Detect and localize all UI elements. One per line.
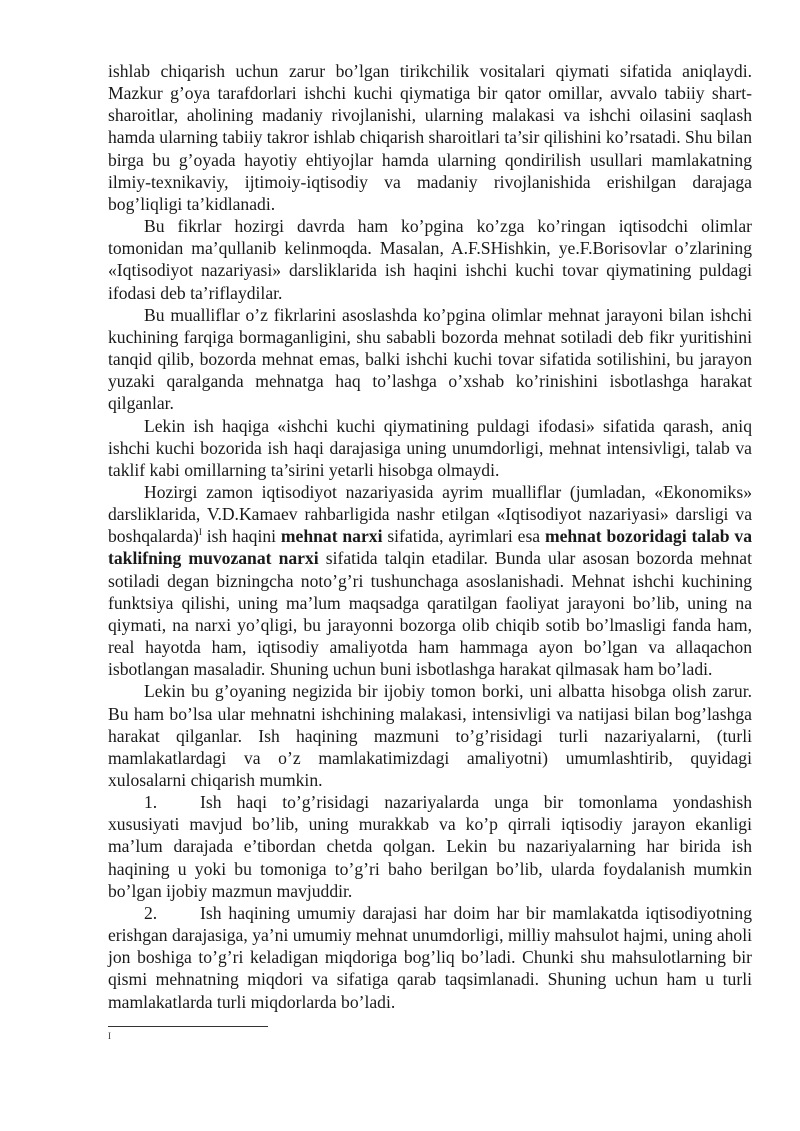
numbered-paragraph [108,902,752,1013]
text-run: ishlab chiqarish uchun zarur bo’lgan tirikchilik vositalari qiymati sifatida aniqlaydi. Mazkur g’oya tarafdorlari ishchi kuchi qiymatiga bir qator omillar, avvalo tabiiy shart-sharoitlar, aholining madaniy rivojlanishi, ularning malakasi va ishchi oilasini saqlash hamda ularning tabiiy takror ishlab chiqarish sharoitlari ta’sir qilishini ko’rsatadi. Shu bilan birga bu g’oyada hayotiy ehtiyojlar hamda ularning qondirilish usullari mamlakatning ilmiy-texnikaviy, ijtimoiy-iqtisodiy va madaniy rivojlanishida erishilgan darajaga bog’liqligi ta’kidlanadi. [108,61,752,214]
text-run: Ish haqining umumiy darajasi har doim har bir mamlakatda iqtisodiyotning erishgan darajasiga, ya’ni umumiy mehnat unumdorligi, milliy mahsulot hajmi, uning aholi jon boshiga to’g’ri keladigan miqdoriga bog’liq bo’ladi. Chunki shu mahsulotlarning bir qismi mehnatning miqdori va sifatiga qarab taqsimlanadi. Shuning uchun ham u turli mamlakatlarda turli miqdorlarda bo’ladi. [108,902,752,1012]
paragraph [108,215,752,304]
list-number: 2. [144,902,158,923]
footnote-separator [108,1026,268,1027]
paragraph [108,60,752,215]
text-run: Ish haqi to’g’risidagi nazariyalarda unga bir tomonlama yondashish xususiyati mavjud bo’lib, uning murakkab va ko’p qirrali iqtisodiy jarayon ekanligi ma’lum darajada e’tibordan chetda qolgan. Lekin bu nazariyalarning har birida ish haqining u yoki bu tomoniga to’g’ri baho berilgan bo’lib, ularda foydalanish mumkin bo’lgan ijobiy mazmun mavjuddir. [108,792,752,901]
body-text [108,60,752,1013]
text-run: ish haqini [201,526,281,547]
text-run: Lekin ish haqiga «ishchi kuchi qiymatining puldagi ifodasi» sifatida qarash, aniq ishchi kuchi bozorida ish haqi darajasiga uning unumdorligi, mehnat intensivligi, talab va taklif kabi omillarning ta’sirini yetarli hisobga olmaydi. [108,415,752,480]
numbered-paragraph [108,791,752,902]
paragraph [108,680,752,791]
text-run: Bu fikrlar hozirgi davrda ham ko’pgina ko’zga ko’ringan iqtisodchi olimlar tomonidan ma’qullanib kelinmoqda. Masalan, A.F.SHishkin, ye.F.Borisovlar o’zlarining «Iqtisodiyot nazariyasi» darsliklarida ish haqini ishchi kuchi tovar qiymatining puldagi ifodasi deb ta’riflaydilar. [108,216,752,303]
bold-term: mehnat bozoridagi talab va taklifning muvozanat narxi [108,526,752,569]
text-run: Lekin bu g’oyaning negizida bir ijobiy tomon borki, uni albatta hisobga olish zarur. Bu ham bo’lsa ular mehnatni ishchining malakasi, intensivligi va natijasi bilan bog’lashga harakat qilganlar. Ish haqining mazmuni to’g’risidagi turli nazariyalarni, (turli mamlakatlardagi va o’z mamlakatimizdagi amaliyotni) umumlashtirib, quyidagi xulosalarni chiqarish mumkin. [108,681,752,790]
footnote-mark: I [108,1031,111,1041]
text-run: Bu mualliflar o’z fikrlarini asoslashda ko’pgina olimlar mehnat jarayoni bilan ishchi kuchining farqiga bormaganligini, shu sababli bozorda mehnat sotiladi deb fikr yuritishini tanqid qilib, bozorda mehnat emas, balki ishchi kuchi tovar sifatida sotilishini, bu jarayon yuzaki qaralganda mehnatga haq to’lashga o’xshab ko’rinishini isbotlashga harakat qilganlar. [108,304,752,414]
paragraph [108,415,752,481]
paragraph [108,481,752,680]
footnote-reference: I [198,527,202,538]
paragraph [108,304,752,415]
text-run: sifatida, ayrimlari esa [382,526,545,547]
text-run: sifatida talqin etadilar. Bunda ular asosan bozorda mehnat sotiladi degan bizningcha noto’g’ri tushunchaga asoslanishadi. Mehnat ishchi kuchining funktsiya qilishi, uning ma’lum maqsadga qaratilgan faoliyat jarayoni bo’lib, uning na qiymati, na narxi yo’qligi, bu jarayonni bozorga olib chiqib sotib bo’lmasligi fanda ham, real hayotda ham, iqtisodiy amaliyotda ham hammaga ayon bo’lgan va allaqachon isbotlangan masaladir. Shuning uchun buni isbotlashga harakat qilmasak ham bo’ladi. [108,548,752,680]
list-number: 1. [144,792,158,813]
text-run: Hozirgi zamon iqtisodiyot nazariyasida ayrim mualliflar (jumladan, «Ekonomiks» darsliklarida, V.D.Kamaev rahbarligida nashr etilgan «Iqtisodiyot nazariyasi» darsligi va boshqalarda) [108,481,752,547]
bold-term: mehnat narxi [280,526,383,547]
